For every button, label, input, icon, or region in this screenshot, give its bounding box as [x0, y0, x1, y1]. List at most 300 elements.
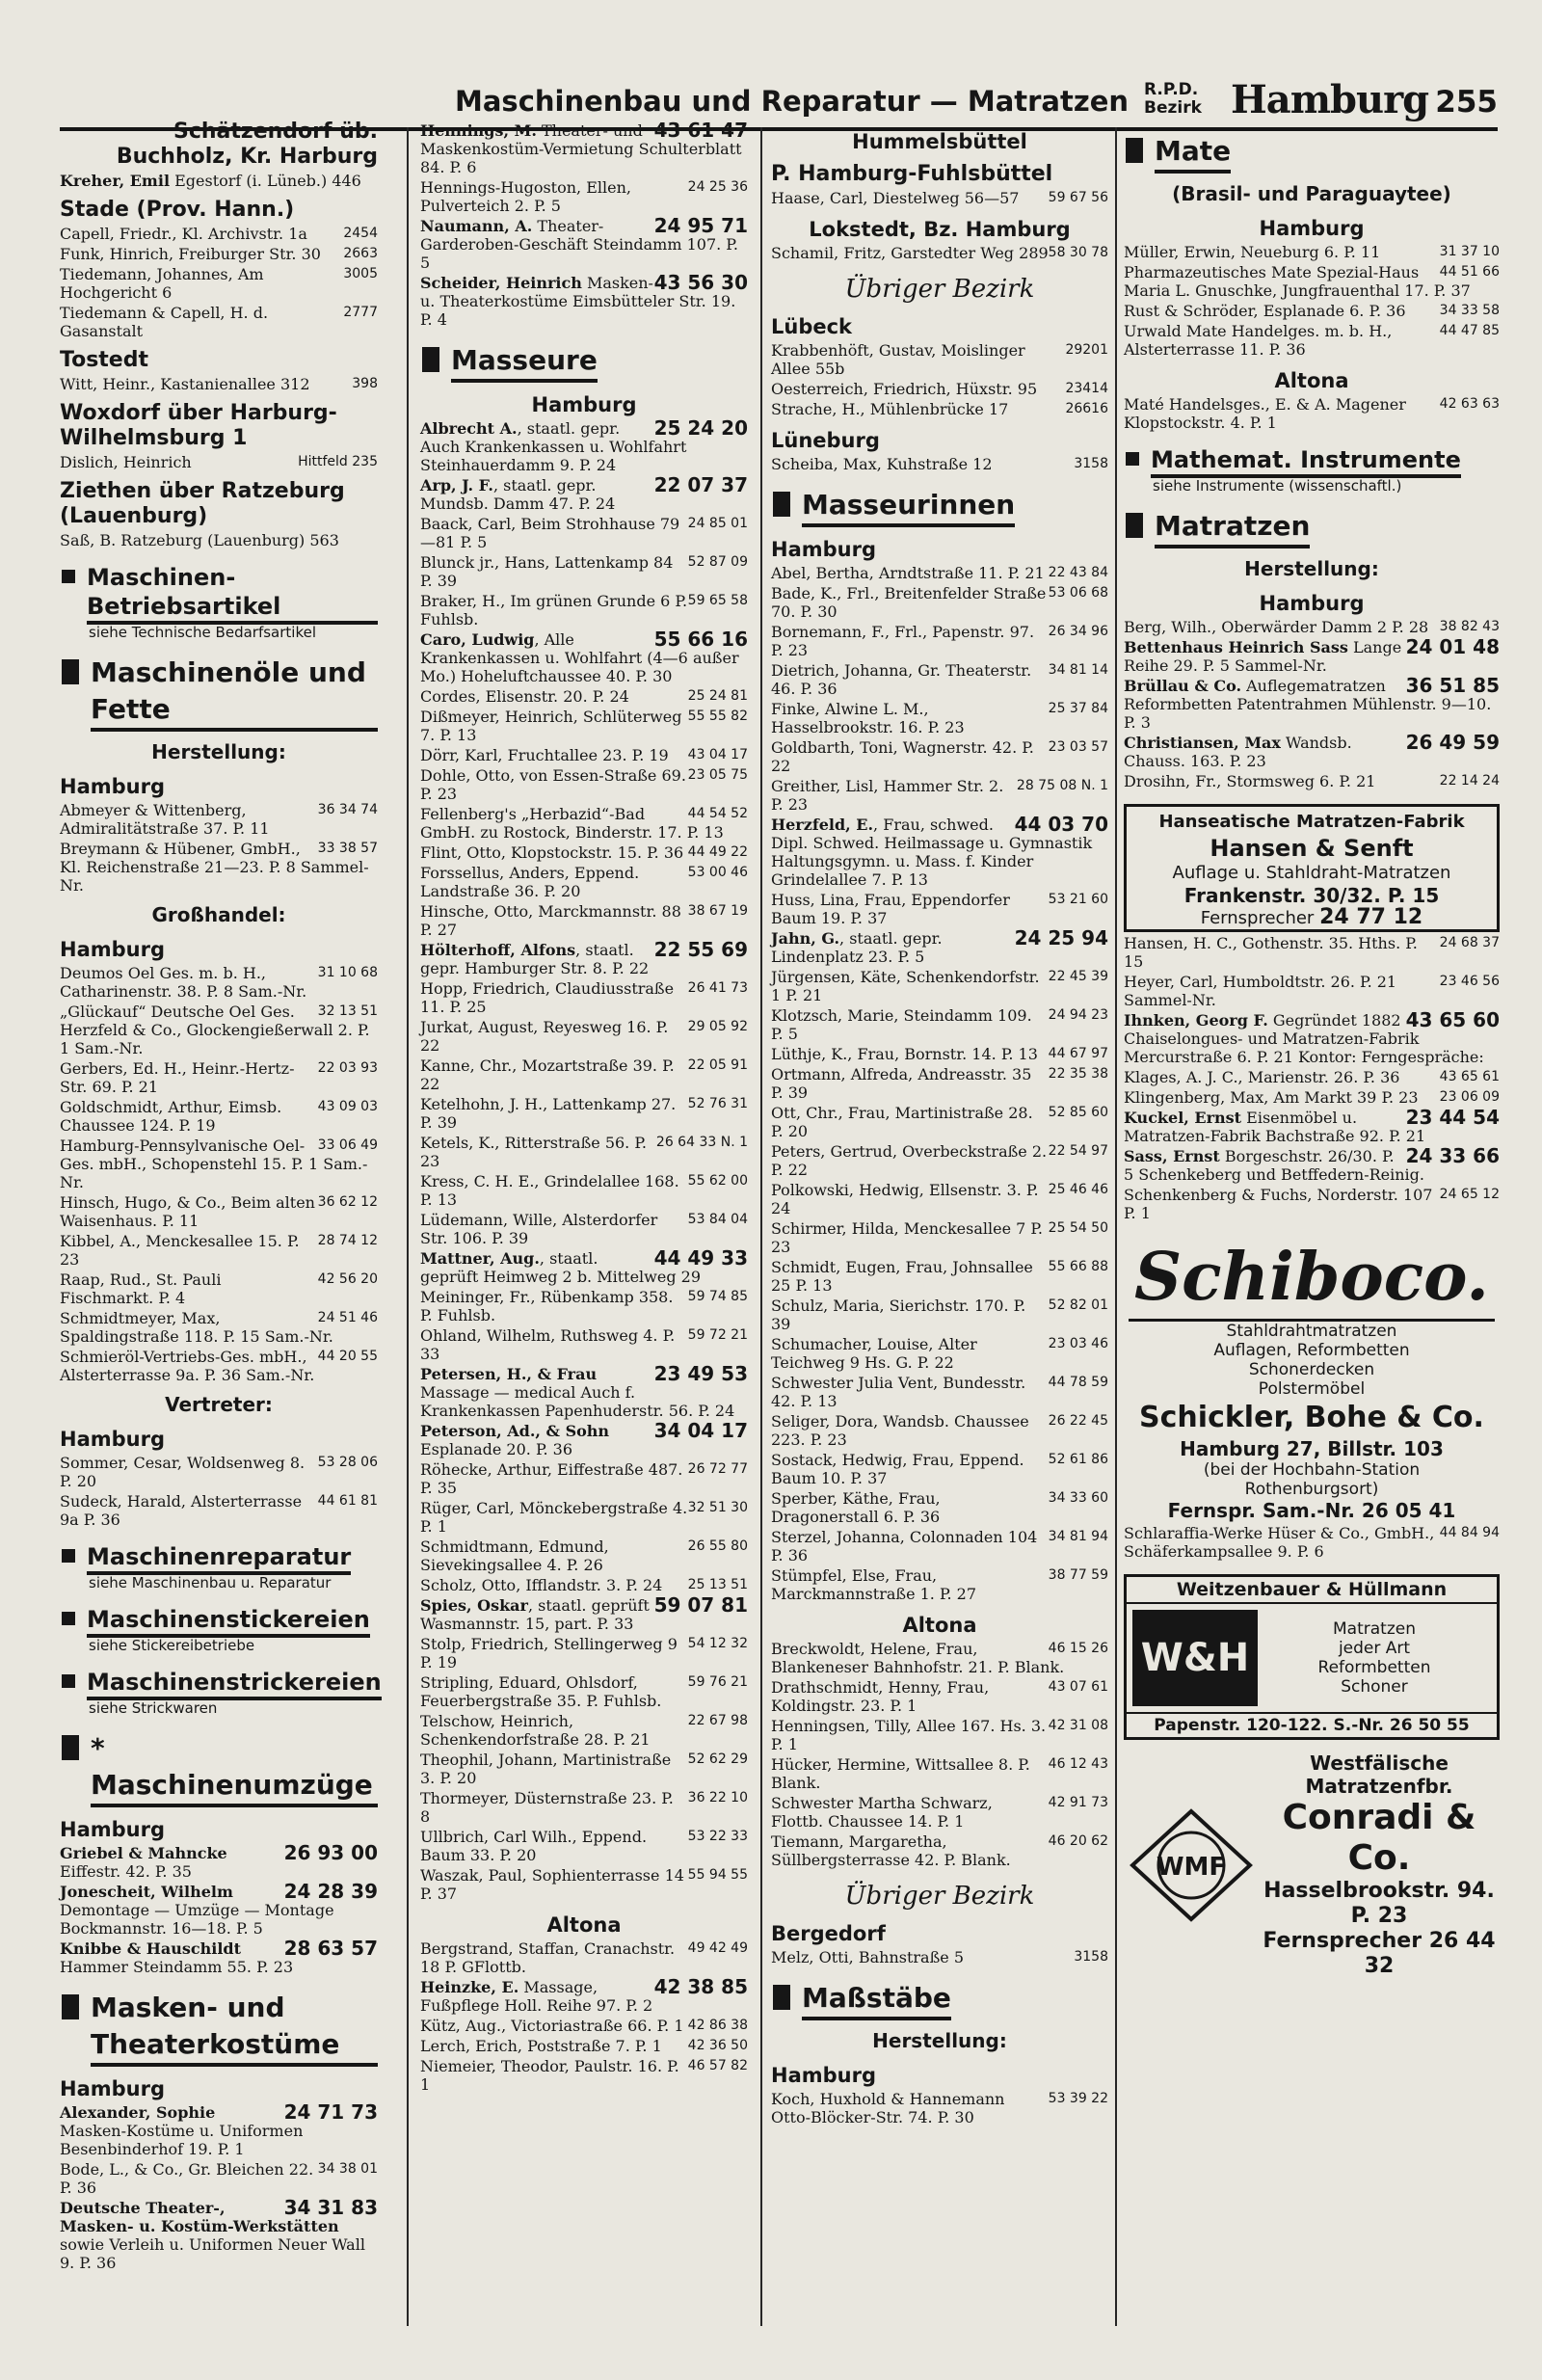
entry-text: Blunck jr., Hans, Lattenkamp 84 P. 39	[420, 553, 674, 590]
entry-text: Telschow, Heinrich, Schenkendorfstraße 28. P. 21	[420, 1712, 651, 1749]
entry-text: Huss, Lina, Frau, Eppendorfer Baum 19. P. 37	[771, 891, 1010, 927]
listing-entry	[420, 271, 748, 329]
category-heading: Maschinenstickereien	[60, 1605, 378, 1638]
phone-number: 44 67 97	[1048, 1046, 1108, 1061]
ad-text	[1258, 1619, 1491, 1697]
phone-number: 26 22 45	[1048, 1413, 1108, 1429]
ad-line: Schoner	[1341, 1677, 1408, 1697]
phone-number: 55 55 82	[687, 709, 748, 724]
phone-number: 28 63 57	[283, 1937, 378, 1960]
entry-text: Arp, J. F., staatl. gepr. Mundsb. Damm 47. P. 24	[420, 476, 616, 513]
entry-text: Fellenberg's „Herbazid“-Bad GmbH. zu Rostock, Binderstr. 17. P. 13	[420, 805, 724, 842]
location-heading: Altona	[546, 1913, 622, 1937]
bullet-square-icon	[62, 1994, 79, 2019]
listing-entry	[771, 1566, 1108, 1603]
phone-number: 26 93 00	[283, 1841, 378, 1864]
ad-line: Auflagen, Reformbetten	[1213, 1341, 1410, 1360]
listing-entry	[420, 938, 748, 977]
phone-number: 25 54 50	[1048, 1220, 1108, 1236]
column-1	[60, 120, 382, 2272]
phone-number: 24 25 94	[1014, 926, 1108, 949]
entry-text: Dörr, Karl, Fruchtallee 23. P. 19	[420, 746, 669, 764]
phone-number: 52 61 86	[1048, 1452, 1108, 1467]
phone-number: 22 54 97	[1048, 1143, 1108, 1159]
listing-entry	[771, 1489, 1108, 1526]
entry-text: Albrecht A., staatl. gepr. Auch Krankenkassen u. Wohlfahrt Steinhauerdamm 9. P. 24	[420, 419, 687, 474]
ad-line: Hansen & Senft	[1210, 835, 1414, 862]
phone-number: 59 72 21	[687, 1327, 748, 1343]
entry-text: Sperber, Käthe, Frau, Dragonerstall 6. P. 36	[771, 1489, 941, 1526]
phone-number: 31 10 68	[317, 965, 378, 980]
entry-text: Saß, B. Ratzeburg (Lauenburg) 563	[60, 531, 339, 549]
listing-entry	[60, 531, 378, 549]
ad-line: Frankenstr. 30/32. P. 15	[1183, 884, 1440, 907]
phone-number: 23 44 54	[1405, 1106, 1500, 1129]
category-heading: Maschinen- Betriebsartikel	[60, 563, 378, 625]
phone-number: 23 06 09	[1439, 1089, 1500, 1105]
phone-number: 55 94 55	[687, 1867, 748, 1883]
listing-entry	[771, 926, 1108, 966]
phone-number: 53 00 46	[687, 865, 748, 880]
entry-text: Schmieröl-Vertriebs-Ges. mbH., Alsterterrasse 9a. P. 36 Sam.-Nr.	[60, 1348, 315, 1384]
phone-number: 42 86 38	[687, 2018, 748, 2033]
listing-entry	[1124, 1008, 1500, 1066]
listing-entry	[771, 777, 1108, 814]
entry-text: Sterzel, Johanna, Colonnaden 104 P. 36	[771, 1528, 1038, 1564]
listing-entry	[60, 1193, 378, 1230]
location-heading: Hamburg	[1259, 217, 1365, 240]
phone-number: 52 82 01	[1048, 1297, 1108, 1313]
phone-number: Hittfeld 235	[298, 454, 378, 469]
entry-text: Koch, Huxhold & Hannemann Otto-Blöcker-Str. 74. P. 30	[771, 2090, 1005, 2126]
ad-company: Conradi & Co.	[1282, 1798, 1476, 1878]
entry-text: Hamburg-Pennsylvanische Oel-Ges. mbH., Schopenstehl 15. P. 1 Sam.-Nr.	[60, 1137, 368, 1191]
entry-text: Funk, Hinrich, Freiburger Str. 30	[60, 245, 321, 263]
phone-number: 52 62 29	[687, 1752, 748, 1767]
ad-weitzenbauer	[1124, 1574, 1500, 1740]
entry-text: Lüthje, K., Frau, Bornstr. 14. P. 13	[771, 1045, 1038, 1063]
listing-entry	[771, 1045, 1108, 1063]
category-heading: Masken- und Theaterkostüme	[60, 1990, 378, 2067]
location-heading: Schätzendorf üb. Buchholz, Kr. Harburg	[116, 120, 378, 169]
entry-text: Tiedemann, Johannes, Am Hochgericht 6	[60, 265, 264, 302]
phone-number: 42 36 50	[687, 2038, 748, 2053]
category-heading: Masseure	[420, 342, 748, 383]
entry-text: Lüdemann, Wille, Alsterdorfer Str. 106. P. 39	[420, 1211, 658, 1247]
listing-entry	[420, 1673, 748, 1710]
listing-entry	[60, 375, 378, 393]
listing-entry	[420, 1326, 748, 1363]
phone-number: 43 09 03	[317, 1099, 378, 1114]
cross-reference: siehe Instrumente (wissenschaftl.)	[1153, 477, 1402, 495]
wmf-logo	[1124, 1807, 1259, 1923]
entry-text: Sommer, Cesar, Woldsenweg 8. P. 20	[60, 1454, 306, 1490]
entry-text: Jonescheit, Wilhelm Demontage — Umzüge — Montage Bockmannstr. 16—18. P. 5	[60, 1883, 334, 1938]
listing-entry	[420, 1499, 748, 1536]
listing-entry	[60, 225, 378, 243]
listing-entry	[771, 1832, 1108, 1869]
phone-number: 55 66 16	[653, 628, 748, 651]
entry-text: Herzfeld, E., Frau, schwed. Dipl. Schwed. Heilmassage u. Gymnastik Haltungsgymn. u. Mass. f. Kinder Grindelallee 7. P. 13	[771, 816, 1093, 889]
phone-number: 3005	[343, 266, 378, 281]
entry-text: Rust & Schröder, Esplanade 6. P. 36	[1124, 302, 1406, 320]
entry-text: Klages, A. J. C., Marienstr. 26. P. 36	[1124, 1068, 1400, 1086]
category-heading: Mathemat. Instrumente	[1124, 445, 1500, 478]
bullet-square-icon	[1126, 138, 1143, 163]
schiboco-logo: Schiboco.	[1129, 1236, 1495, 1322]
phone-number: 43 65 61	[1439, 1069, 1500, 1084]
bullet-square-icon	[773, 492, 790, 517]
ad-line: Auflage u. Stahldraht-Matratzen	[1172, 863, 1451, 883]
listing-entry	[420, 1460, 748, 1497]
listing-entry	[60, 1348, 378, 1384]
entry-text: Ihnken, Georg F. Gegründet 1882 Chaiselongues- und Matratzen-Fabrik Mercurstraße 6. P. 21 Kontor: Ferngespräche:	[1124, 1011, 1484, 1066]
entry-text: Schirmer, Hilda, Menckesallee 7 P. 23	[771, 1219, 1043, 1256]
entry-text: Deumos Oel Ges. m. b. H., Catharinenstr. 38. P. 8 Sam.-Nr.	[60, 964, 307, 1001]
phone-number: 49 42 49	[687, 1940, 748, 1956]
entry-text: Sass, Ernst Borgeschstr. 26/30. P. 5 Schenkeberg und Betffedern-Reinig.	[1124, 1147, 1424, 1184]
phone-number: 26 55 80	[687, 1538, 748, 1554]
phone-number: 26616	[1065, 401, 1108, 416]
entry-text: Gerbers, Ed. H., Heinr.-Hertz-Str. 69. P. 21	[60, 1059, 295, 1096]
phone-number: 23 49 53	[653, 1362, 748, 1385]
listing-entry	[420, 746, 748, 764]
location-heading: P. Hamburg-Fuhlsbüttel	[771, 162, 1053, 186]
listing-entry	[420, 1576, 748, 1594]
phone-number: 24 51 46	[317, 1310, 378, 1325]
phone-number: 59 76 21	[687, 1674, 748, 1690]
phone-number: 34 33 58	[1439, 303, 1500, 318]
listing-entry	[420, 864, 748, 900]
entry-text: Kreher, Emil Egestorf (i. Lüneb.) 446	[60, 172, 361, 190]
phone-number: 58 30 78	[1048, 245, 1108, 260]
entry-text: Dislich, Heinrich	[60, 453, 192, 471]
listing-entry	[60, 1880, 378, 1938]
phone-number: 22 03 93	[317, 1060, 378, 1076]
phone-number: 42 31 08	[1048, 1718, 1108, 1733]
entry-text: „Glückauf“ Deutsche Oel Ges. Herzfeld & Co., Glockengießerwall 2. P. 1 Sam.-Nr.	[60, 1003, 370, 1057]
listing-entry	[420, 1246, 748, 1286]
phone-number: 46 57 82	[687, 2058, 748, 2073]
subheading: (Brasil- und Paraguaytee)	[1172, 182, 1451, 205]
listing-entry	[771, 968, 1108, 1004]
listing-entry	[420, 1789, 748, 1826]
entry-text: Schulz, Maria, Sierichstr. 170. P. 39	[771, 1297, 1026, 1333]
weitzenbauer-logo: W&H	[1132, 1610, 1258, 1706]
cross-reference: siehe Maschinenbau u. Reparatur	[89, 1574, 332, 1591]
bullet-square-icon	[62, 659, 79, 684]
entry-text: Krabbenhöft, Gustav, Moislinger Allee 55b	[771, 341, 1025, 378]
entry-text: Abel, Bertha, Arndtstraße 11. P. 21	[771, 564, 1045, 582]
listing-entry	[771, 400, 1108, 418]
phone-number: 59 74 85	[687, 1289, 748, 1304]
entry-text: Finke, Alwine L. M., Hasselbrookstr. 16. P. 23	[771, 700, 965, 736]
phone-number: 42 38 85	[653, 1975, 748, 1998]
category-heading: Matratzen	[1124, 508, 1500, 548]
listing-entry	[1124, 772, 1500, 790]
entry-text: Breckwoldt, Helene, Frau, Blankeneser Bahnhofstr. 21. P. Blank.	[771, 1640, 1065, 1676]
listing-entry	[420, 1362, 748, 1420]
listing-entry	[60, 1939, 378, 1976]
entry-text: Flint, Otto, Klopstockstr. 15. P. 36	[420, 843, 684, 862]
phone-number: 34 04 17	[653, 1419, 748, 1442]
listing-entry	[420, 121, 748, 176]
listing-entry	[420, 708, 748, 744]
listing-entry	[420, 1056, 748, 1093]
entry-text: Stolp, Friedrich, Stellingerweg 9 P. 19	[420, 1635, 678, 1671]
phone-number: 25 37 84	[1048, 701, 1108, 716]
listing-entry	[1124, 1186, 1500, 1222]
listing-entry	[1124, 243, 1500, 261]
entry-text: Oesterreich, Friedrich, Hüxstr. 95	[771, 380, 1038, 398]
phone-number: 22 45 39	[1048, 969, 1108, 984]
phone-number: 53 22 33	[687, 1829, 748, 1844]
listing-entry	[420, 214, 748, 272]
entry-text: Bettenhaus Heinrich Sass Lange Reihe 29. P. 5 Sammel-Nr.	[1124, 638, 1402, 675]
listing-entry	[771, 380, 1108, 398]
entry-text: Schmidtmeyer, Max, Spaldingstraße 118. P. 15 Sam.-Nr.	[60, 1309, 333, 1346]
phone-number: 23414	[1065, 381, 1108, 396]
listing-entry	[420, 902, 748, 939]
listing-entry	[60, 1098, 378, 1135]
entry-text: Capell, Friedr., Kl. Archivstr. 1a	[60, 225, 307, 243]
listing-entry	[60, 1059, 378, 1096]
ad-line: Matratzen	[1333, 1619, 1416, 1639]
phone-number: 31 37 10	[1439, 244, 1500, 259]
entry-text: Maté Handelsges., E. & A. Magener Klopstockstr. 4. P. 1	[1124, 395, 1406, 432]
entry-text: Tiemann, Margaretha, Süllbergsterrasse 42. P. Blank.	[771, 1832, 1011, 1869]
entry-text: Jürgensen, Käte, Schenkendorfstr. 1 P. 21	[771, 968, 1040, 1004]
column-2	[420, 120, 748, 2094]
entry-text: Bode, L., & Co., Gr. Bleichen 22. P. 36	[60, 2160, 314, 2197]
ad-line: Rothenburgsort)	[1244, 1480, 1379, 1499]
phone-number: 36 51 85	[1405, 674, 1500, 697]
listing-entry	[420, 178, 748, 215]
ad-phone: Fernsprecher 26 44 32	[1263, 1929, 1496, 1978]
category-heading: Maßstäbe	[771, 1980, 1108, 2020]
entry-text: Hopp, Friedrich, Claudiusstraße 11. P. 25	[420, 979, 675, 1016]
listing-entry	[1124, 322, 1500, 359]
entry-text: Berg, Wilh., Oberwärder Damm 2 P. 28	[1124, 618, 1429, 636]
entry-text: Cordes, Elisenstr. 20. P. 24	[420, 687, 629, 706]
listing-entry	[771, 1678, 1108, 1715]
listing-entry	[771, 1755, 1108, 1792]
entry-text: Röhecke, Arthur, Eiffestraße 487. P. 35	[420, 1460, 683, 1497]
listing-entry	[60, 304, 378, 340]
entry-text: Witt, Heinr., Kastanienallee 312	[60, 375, 310, 393]
ad-line: Polstermöbel	[1258, 1379, 1366, 1399]
phone-number: 24 94 23	[1048, 1007, 1108, 1023]
phone-number: 23 46 56	[1439, 974, 1500, 989]
phone-number: 28 74 12	[317, 1233, 378, 1248]
column-3	[771, 120, 1108, 2126]
listing-entry	[420, 1419, 748, 1458]
phone-number: 34 81 14	[1048, 662, 1108, 678]
column-rule-3	[1115, 127, 1117, 2326]
location-heading: Ziethen über Ratzeburg (Lauenburg)	[60, 479, 345, 528]
phone-number: 33 06 49	[317, 1137, 378, 1153]
entry-text: Hennings-Hugoston, Ellen, Pulverteich 2. P. 5	[420, 178, 631, 215]
listing-entry	[420, 1018, 748, 1055]
phone-number: 24 65 12	[1439, 1187, 1500, 1202]
listing-entry	[420, 592, 748, 628]
entry-text: Sudeck, Harald, Alsterterrasse 9a P. 36	[60, 1492, 303, 1529]
column-4-top	[1124, 133, 1500, 790]
listing-entry	[420, 1828, 748, 1864]
location-heading: Hamburg	[60, 938, 165, 961]
entry-text: Dißmeyer, Heinrich, Schlüterweg 7. P. 13	[420, 708, 682, 744]
ad-line: Stahldrahtmatratzen	[1226, 1322, 1397, 1341]
entry-text: Kanne, Chr., Mozartstraße 39. P. 22	[420, 1056, 675, 1093]
category-heading: Masseurinnen	[771, 487, 1108, 527]
listing-entry	[60, 1309, 378, 1346]
listing-entry	[420, 515, 748, 551]
entry-text: Drosihn, Fr., Stormsweg 6. P. 21	[1124, 772, 1376, 790]
location-heading: Lokstedt, Bz. Hamburg	[809, 218, 1071, 241]
listing-entry	[420, 2017, 748, 2035]
entry-text: Baack, Carl, Beim Strohhause 79—81 P. 5	[420, 515, 680, 551]
entry-text: Dohle, Otto, von Essen-Straße 69. P. 23	[420, 766, 686, 803]
ad-text	[1259, 1752, 1500, 1979]
listing-entry	[60, 840, 378, 895]
phone-number: 38 67 19	[687, 903, 748, 919]
phone-number: 22 67 98	[687, 1713, 748, 1728]
listing-entry	[420, 1866, 748, 1903]
location-heading: Altona	[902, 1614, 977, 1637]
phone-number: 54 12 32	[687, 1636, 748, 1651]
entry-text: Breymann & Hübener, GmbH., Kl. Reichenstraße 21—23. P. 8 Sammel-Nr.	[60, 840, 369, 895]
phone-number: 22 43 84	[1048, 565, 1108, 580]
listing-entry	[771, 584, 1108, 621]
ad-line: Westfälische Matratzenfbr.	[1305, 1752, 1453, 1798]
entry-text: Alexander, Sophie Masken-Kostüme u. Uniformen Besenbinderhof 19. P. 1	[60, 2103, 304, 2158]
ad-schiboco	[1124, 1236, 1500, 1522]
phone-number: 26 72 77	[687, 1461, 748, 1477]
subheading: Herstellung:	[151, 740, 286, 763]
phone-number: 44 47 85	[1439, 323, 1500, 338]
listing-entry	[771, 1528, 1108, 1564]
entry-text: Rüger, Carl, Mönckebergstraße 4. P. 1	[420, 1499, 688, 1536]
column-4	[1124, 120, 1500, 1979]
entry-text: Goldbarth, Toni, Wagnerstr. 42. P. 22	[771, 738, 1034, 775]
entry-text: Klotzsch, Marie, Steindamm 109. P. 5	[771, 1006, 1032, 1043]
listing-entry	[771, 1219, 1108, 1256]
location-heading: Hamburg	[60, 1428, 165, 1451]
listing-entry	[771, 623, 1108, 659]
ad-head: Weitzenbauer & Hüllmann	[1127, 1577, 1497, 1604]
phone-number: 44 84 94	[1439, 1525, 1500, 1540]
listing-entry	[771, 813, 1108, 889]
entry-text: Kress, C. H. E., Grindelallee 168. P. 13	[420, 1172, 679, 1209]
entry-text: Strache, H., Mühlenbrücke 17	[771, 400, 1009, 418]
phone-number: 53 39 22	[1048, 2091, 1108, 2106]
entry-text: Bade, K., Frl., Breitenfelder Straße 70. P. 30	[771, 584, 1047, 621]
bullet-square-icon	[62, 1612, 75, 1625]
entry-text: Polkowski, Hedwig, Ellsenstr. 3. P. 24	[771, 1181, 1039, 1217]
listing-entry	[1124, 618, 1500, 636]
listing-entry	[60, 1454, 378, 1490]
entry-text: Scheiba, Max, Kuhstraße 12	[771, 455, 993, 473]
phone-number: 22 55 69	[653, 938, 748, 961]
entry-text: Scholz, Otto, Ifflandstr. 3. P. 24	[420, 1576, 663, 1594]
location-heading: Hamburg	[60, 1818, 165, 1841]
location-heading: Hummelsbüttel	[852, 130, 1027, 153]
phone-number: 44 61 81	[317, 1493, 378, 1509]
entry-text: Naumann, A. Theater-Garderoben-Geschäft Steindamm 107. P. 5	[420, 217, 738, 272]
bullet-square-icon	[62, 1735, 79, 1760]
listing-entry	[420, 2057, 748, 2094]
phone-number: 43 04 17	[687, 747, 748, 762]
entry-text: Thormeyer, Düsternstraße 23. P. 8	[420, 1789, 674, 1826]
entry-text: Schmidtmann, Edmund, Sievekingsallee 4. P. 26	[420, 1538, 609, 1574]
listing-entry	[1124, 973, 1500, 1009]
phone-number: 34 33 60	[1048, 1490, 1108, 1506]
phone-number: 36 22 10	[687, 1790, 748, 1805]
listing-entry	[60, 964, 378, 1001]
listing-entry	[771, 1065, 1108, 1102]
page-number: 255	[1435, 85, 1498, 120]
listing-entry	[771, 1412, 1108, 1449]
phone-number: 29 05 92	[687, 1019, 748, 1034]
entry-text: Raap, Rud., St. Pauli Fischmarkt. P. 4	[60, 1270, 222, 1307]
phone-number: 34 31 83	[283, 2196, 378, 2219]
listing-entry	[420, 1538, 748, 1574]
listing-entry	[60, 801, 378, 838]
entry-text: Hinsche, Otto, Marckmannstr. 88 P. 27	[420, 902, 681, 939]
listing-entry	[771, 1374, 1108, 1410]
phone-number: 36 34 74	[317, 802, 378, 817]
entry-text: Abmeyer & Wittenberg, Admiralitätstraße 37. P. 11	[60, 801, 270, 838]
entry-text: Caro, Ludwig, Alle Krankenkassen u. Wohlfahrt (4—6 außer Mo.) Hoheluftchaussee 40. P. 30	[420, 630, 739, 685]
listing-entry	[1124, 1068, 1500, 1086]
phone-number: 24 71 73	[283, 2100, 378, 2124]
phone-number: 46 15 26	[1048, 1641, 1108, 1656]
column-rule-2	[760, 127, 762, 2326]
listing-entry	[771, 661, 1108, 698]
entry-text: Stümpfel, Else, Frau, Marckmannstraße 1. P. 27	[771, 1566, 977, 1603]
entry-text: Theophil, Johann, Martinistraße 3. P. 20	[420, 1751, 672, 1787]
phone-number: 32 13 51	[317, 1003, 378, 1019]
phone-number: 59 67 56	[1048, 190, 1108, 205]
listing-entry	[1124, 1524, 1500, 1561]
listing-entry	[771, 244, 1108, 262]
phone-number: 59 65 58	[687, 593, 748, 608]
listing-entry	[420, 1751, 748, 1787]
phone-number: 33 38 57	[317, 841, 378, 856]
phone-number: 25 13 51	[687, 1577, 748, 1592]
phone-number: 26 41 73	[687, 980, 748, 996]
listing-entry	[771, 2090, 1108, 2126]
listing-entry	[1124, 1106, 1500, 1145]
entry-text: Niemeier, Theodor, Paulstr. 16. P. 1	[420, 2057, 679, 2094]
phone-number: 38 82 43	[1439, 619, 1500, 634]
column-4-middle	[1124, 934, 1500, 1222]
phone-number: 32 51 30	[687, 1500, 748, 1515]
phone-number: 28 75 08 N. 1	[1016, 778, 1108, 793]
entry-text: Knibbe & Hauschildt Hammer Steindamm 55. P. 23	[60, 1939, 294, 1976]
page-title: Maschinenbau und Reparatur — Matratzen	[455, 85, 1130, 118]
location-heading: Stade (Prov. Hann.)	[60, 198, 295, 222]
entry-text: Stripling, Eduard, Ohlsdorf, Feuerbergstraße 35. P. Fuhlsb.	[420, 1673, 662, 1710]
ad-hansen-senft	[1124, 804, 1500, 932]
listing-entry	[1124, 731, 1500, 770]
ad-line: (bei der Hochbahn-Station	[1203, 1460, 1421, 1480]
listing-entry	[60, 172, 378, 190]
phone-number: 398	[352, 376, 378, 391]
location-heading: Bergedorf	[771, 1922, 886, 1945]
column-rule-1	[407, 127, 409, 2326]
location-heading: Übriger Bezirk	[844, 1882, 1035, 1911]
